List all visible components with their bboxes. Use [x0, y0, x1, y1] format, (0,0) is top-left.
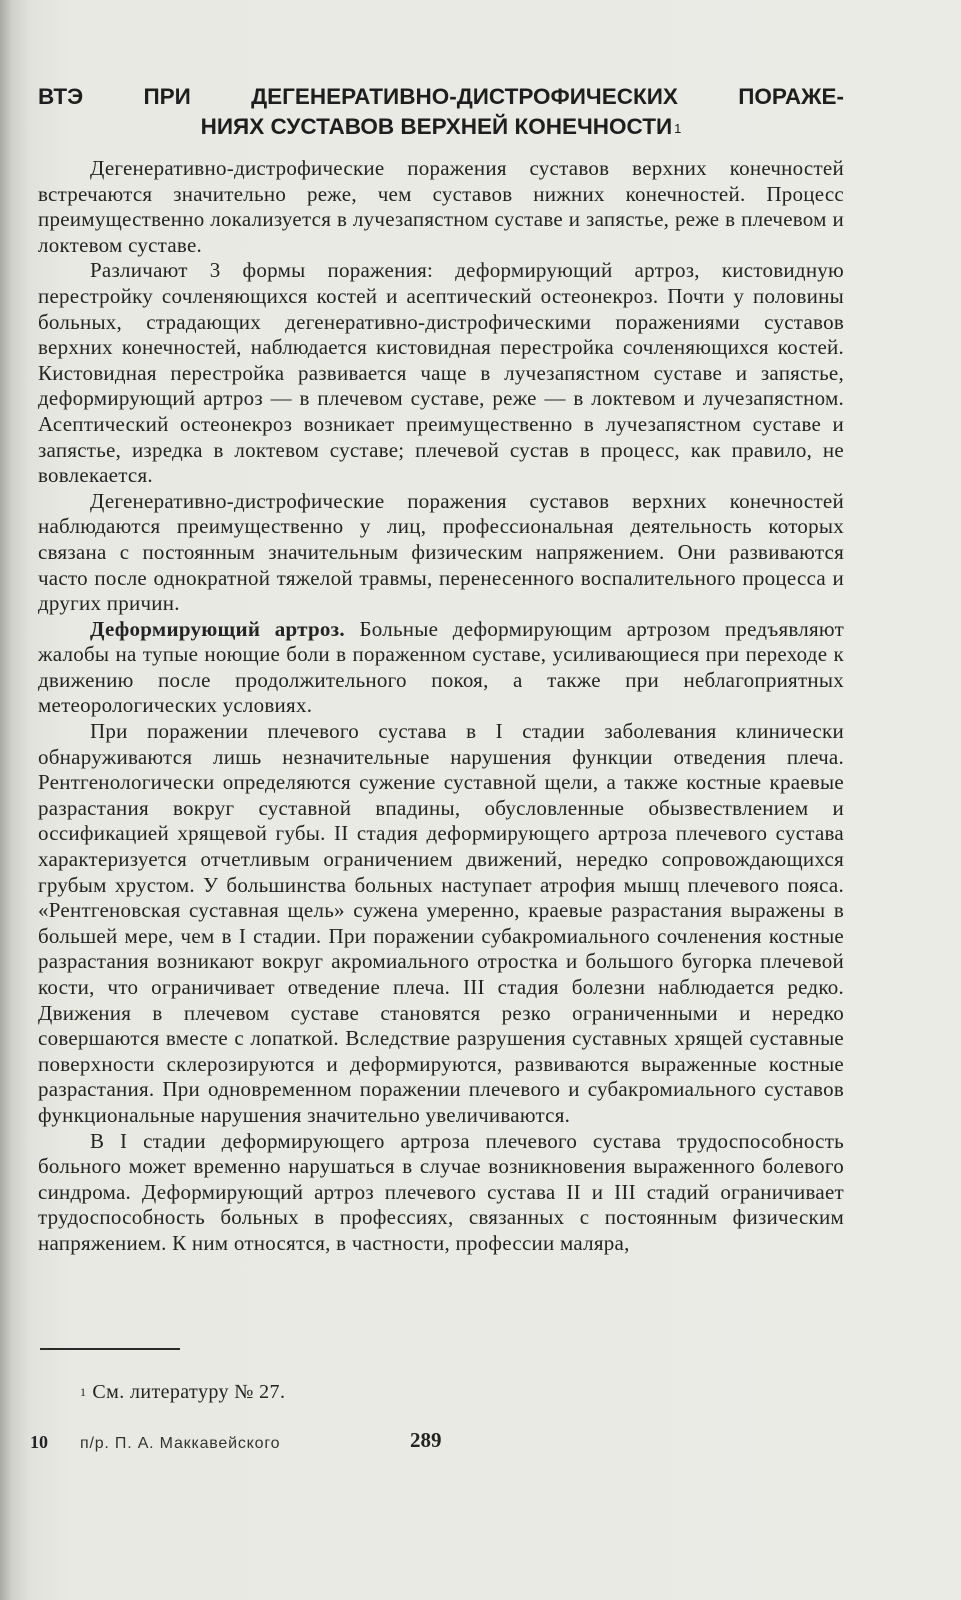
paragraph-3: Дегенеративно-дистрофические поражения суставов верхних конечностей наблюдаются преимущественно у лиц, профессиональная деятельность которых связана с постоянным значительным физическим напряжением. Они развиваются часто после однократной тяжелой травмы, перенесенного воспалительного процесса и других причин. — [38, 488, 844, 616]
editor-credit: п/р. П. А. Маккавейского — [80, 1435, 281, 1452]
heading-line-1: ВТЭ ПРИ ДЕГЕНЕРАТИВНО-ДИСТРОФИЧЕСКИХ ПОРАЖЕ- — [38, 84, 844, 109]
signature-mark: 10 — [30, 1432, 48, 1452]
paragraph-4 — [38, 617, 844, 719]
paragraph-5: При поражении плечевого сустава в I стадии заболевания клинически обнаруживаются лишь незначительные нарушения функции отведения плеча. Рентгенологически определяются сужение суставной щели, а также костные краевые разрастания вокруг суставной впадины, обусловленные обызвествлением и оссификацией хрящевой губы. II стадия деформирующего артроза плечевого сустава характеризуется отчетливым ограничением движений, нередко сопровождающихся грубым хрустом. У большинства больных наступает атрофия мышц плечевого пояса. «Рентгеновская суставная щель» сужена умеренно, краевые разрастания выражены в большей мере, чем в I стадии. При поражении субакромиального сочленения костные разрастания возникают вокруг акромиального отростка и большого бугорка плечевой кости, что ограничивает отведение плеча. III стадия болезни наблюдается редко. Движения в плечевом суставе становятся резко ограниченными и нередко совершаются вместе с лопаткой. Вследствие разрушения суставных хрящей суставные поверхности склерозируются и деформируются, развиваются выраженные костные разрастания. При одновременном поражении плечевого и субакромиального суставов функциональные нарушения значительно увеличиваются. — [38, 719, 844, 1127]
page-number: 289 — [410, 1428, 442, 1452]
footnote-mark: 1 — [80, 1385, 87, 1399]
paragraph-6: В I стадии деформирующего артроза плечевого сустава трудоспособность больного может временно нарушаться в случае возникновения выраженного болевого синдрома. Деформирующий артроз плечевого сустава II и III стадий ограничивает трудоспособность больных в профессиях, связанных с постоянным физическим напряжением. К ним относятся, в частности, профессии маляра, — [38, 1128, 844, 1255]
paragraph-4-text: Больные деформирующим артрозом предъявляют жалобы на тупые ноющие боли в пораженном суставе, усиливающиеся при переходе к движению после продолжительного покоя, а также при неблагоприятных метеорологических условиях. — [38, 616, 844, 718]
heading-line-2 — [38, 112, 844, 142]
footnote-divider — [40, 1348, 180, 1350]
footnote-text: См. литературу № 27. — [92, 1381, 286, 1403]
heading-footnote-mark: 1 — [674, 121, 682, 136]
section-run-in-title: Деформирующий артроз. — [90, 616, 345, 641]
paragraph-2: Различают 3 формы поражения: деформирующий артроз, кистовидную перестройку сочленяющихся костей и асептический остеонекроз. Почти у половины больных, страдающих дегенеративно-дистрофическими поражениями суставов верхних конечностей, наблюдается кистовидная перестройка сочленяющихся костей. Кистовидная перестройка развивается чаще в лучезапястном суставе и запястье, деформирующий артроз — в плечевом суставе, реже — в локтевом и лучезапястном. Асептический остеонекроз возникает преимущественно в лучезапястном суставе и запястье, изредка в локтевом суставе; плечевой сустав в процесс, как правило, не вовлекается. — [38, 258, 844, 488]
page-content — [38, 82, 844, 1257]
paragraph-1: Дегенеративно-дистрофические поражения суставов верхних конечностей встречаются значительно реже, чем суставов нижних конечностей. Процесс преимущественно локализуется в лучезапястном суставе и запястье, реже в плечевом и локтевом суставе. — [38, 156, 844, 257]
heading-line-2-text: НИЯХ СУСТАВОВ ВЕРХНЕЙ КОНЕЧНОСТИ — [200, 114, 673, 139]
footnote — [80, 1380, 285, 1404]
chapter-heading — [38, 82, 844, 142]
